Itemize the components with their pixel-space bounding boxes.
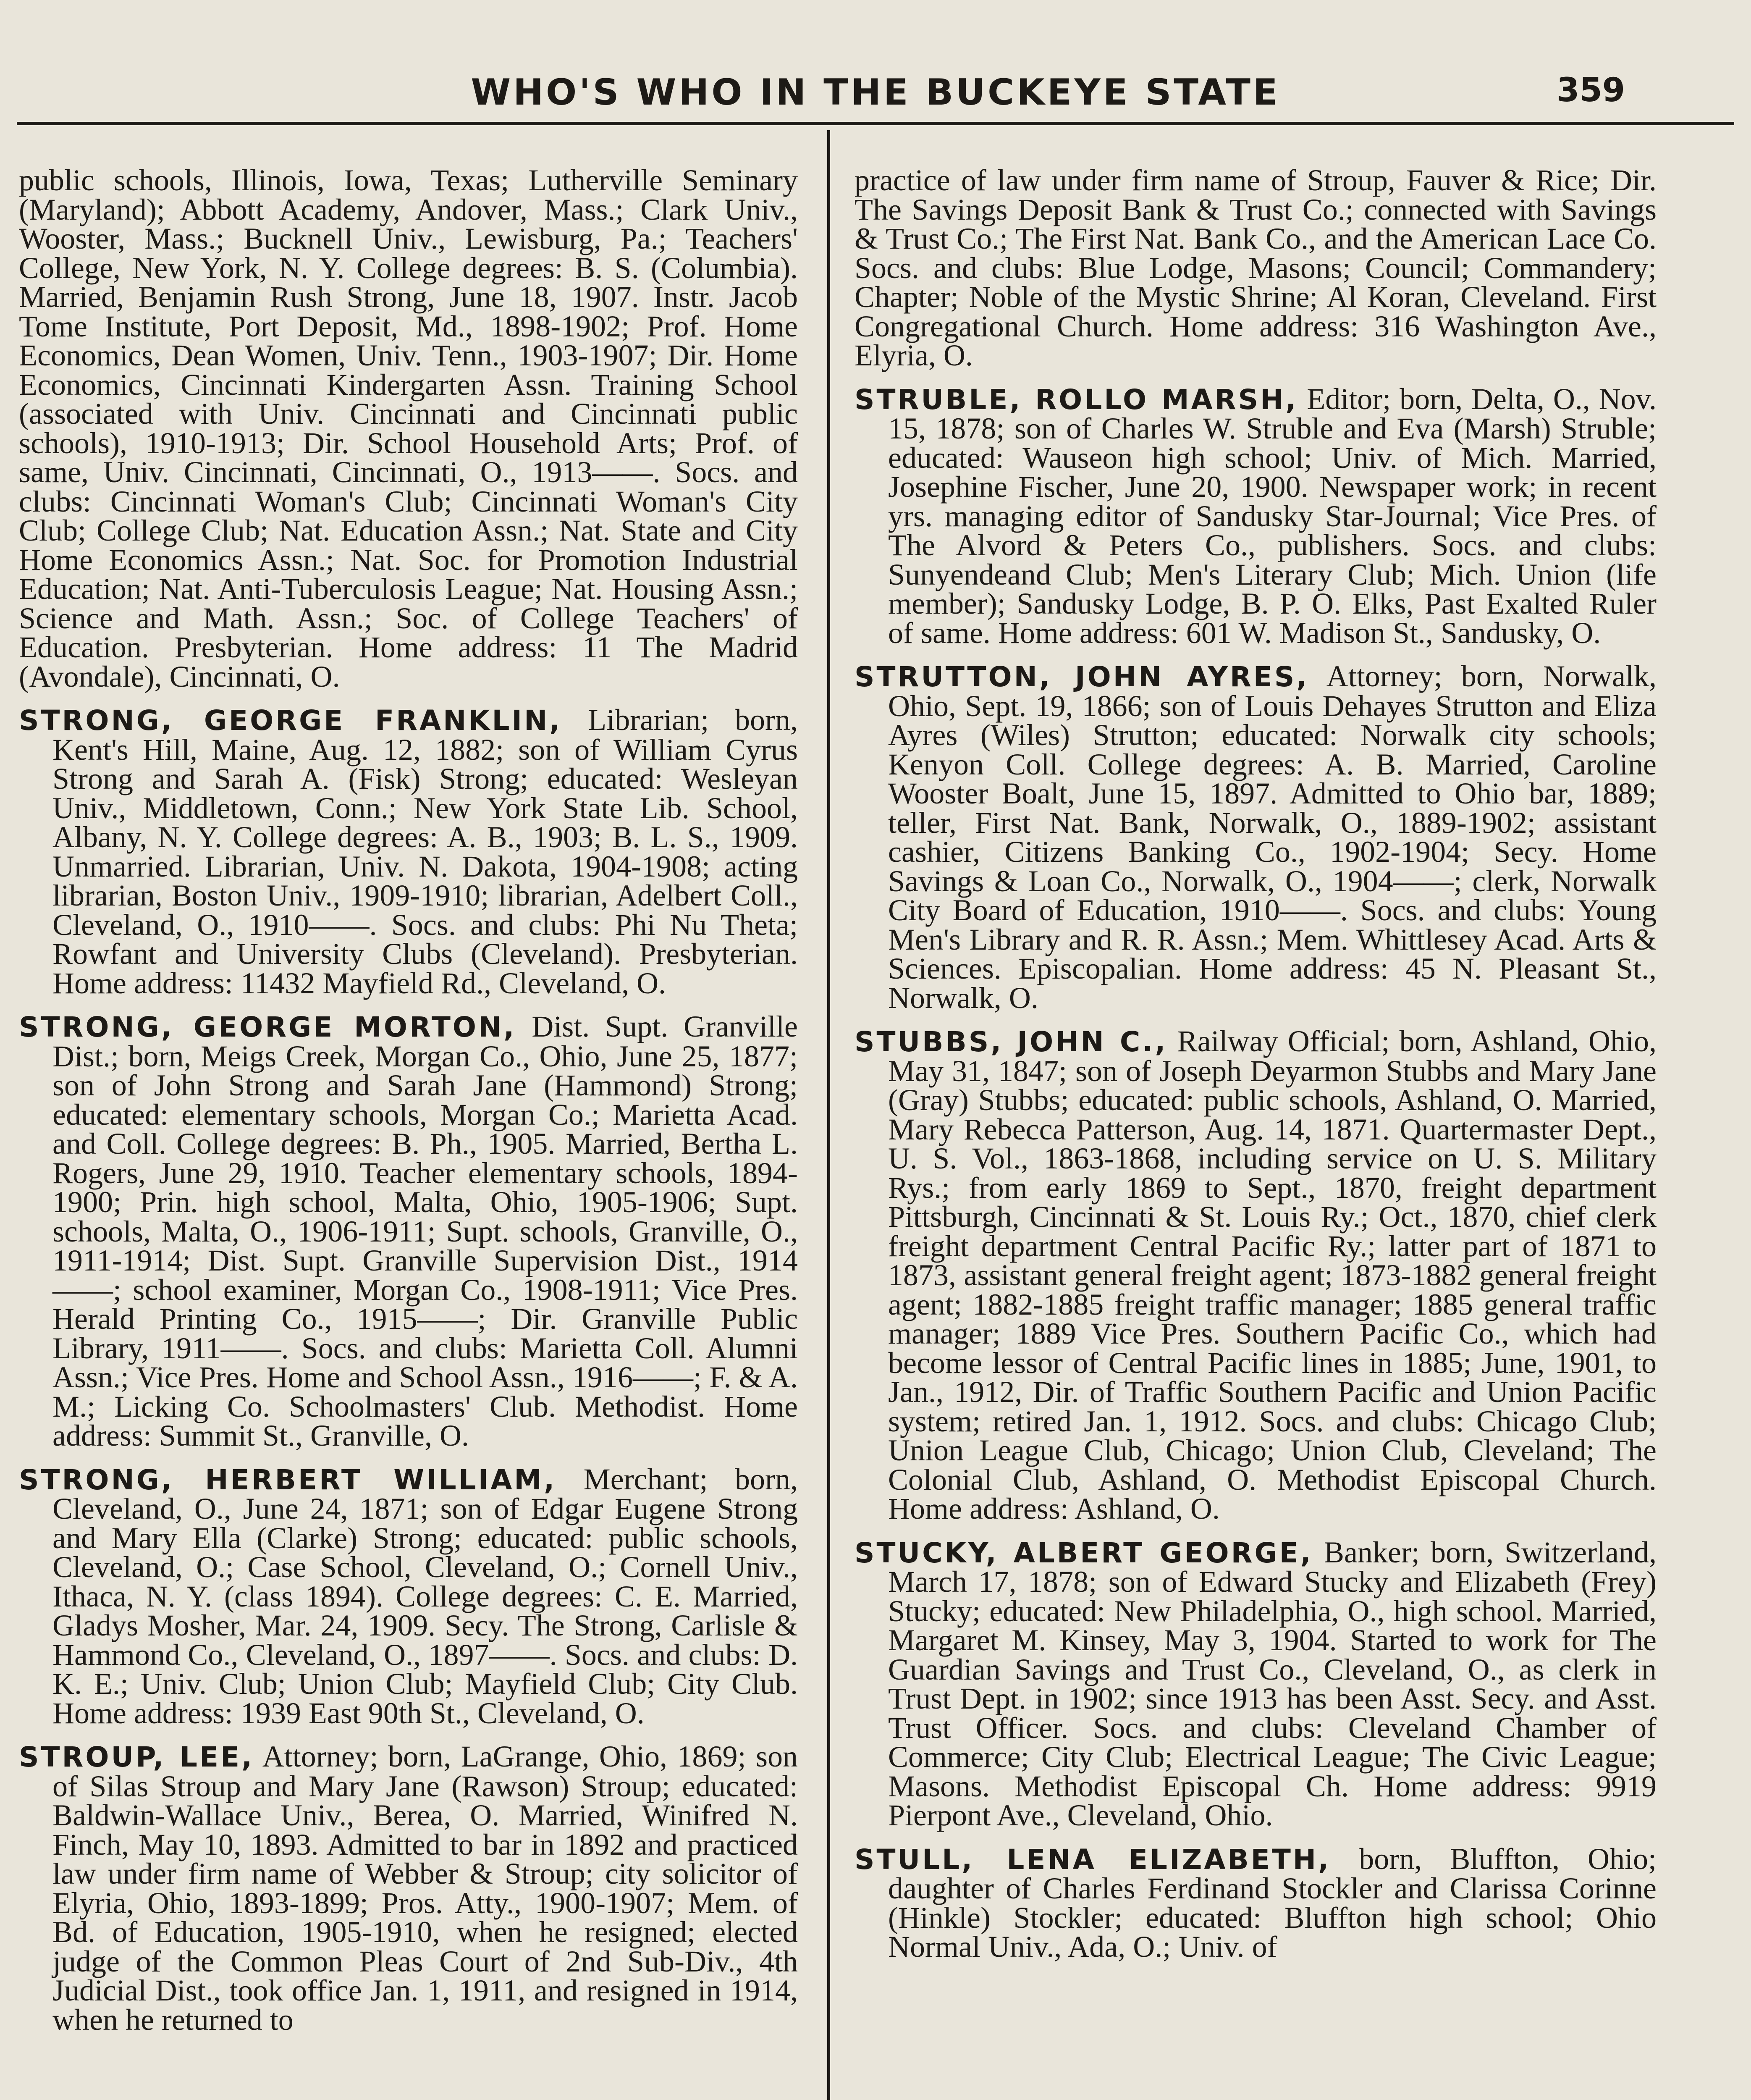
running-title: WHO'S WHO IN THE BUCKEYE STATE bbox=[471, 71, 1280, 113]
biography-entry bbox=[855, 1535, 1657, 1832]
page-header bbox=[0, 63, 1751, 126]
biography-entry bbox=[855, 382, 1657, 650]
biography-entry bbox=[855, 659, 1657, 1015]
continued-entry-text: public schools, Illinois, Iowa, Texas; Lutherville Seminary (Maryland); Abbott Academy, Andover, Mass.; Clark Univ., Wooster, Mass.; Bucknell Univ., Lewisburg, Pa.; Teachers' College, New York, N. Y. College degrees: B. S. (Columbia). Married, Benjamin Rush Strong, June 18, 1907. Instr. Jacob Tome Institute, Port Deposit, Md., 1898-1902; Prof. Home Economics, Dean Women, Univ. Tenn., 1903-1907; Dir. Home Economics, Cincinnati Kindergarten Assn. Training School (associated with Univ. Cincinnati and Cincinnati public schools), 1910-1913; Dir. School Household Arts; Prof. of same, Univ. Cincinnati, Cincinnati, O., 1913——. Socs. and clubs: Cincinnati Woman's Club; Cincinnati Woman's City Club; College Club; Nat. Education Assn.; Nat. State and City Home Economics Assn.; Nat. Soc. for Promotion Industrial Education; Nat. Anti-Tuberculosis League; Nat. Housing Assn.; Science and Math. Assn.; Soc. of College Teachers' of Education. Presbyterian. Home address: 11 The Madrid (Avondale), Cincinnati, O. bbox=[19, 166, 798, 693]
entry-text: Railway Official; born, Ashland, Ohio, May 31, 1847; son of Joseph Deyarmon Stubbs and Mary Jane (Gray) Stubbs; educated: public schools, Ashland, O. Married, Mary Rebecca Patterson, Aug. 14, 1871. Quartermaster Dept., U. S. Vol., 1863-1868, including service on U. S. Military Rys.; from early 1869 to Sept., 1870, freight department Pittsburgh, Cincinnati & St. Louis Ry.; Oct., 1870, chief clerk freight department Central Pacific Ry.; latter part of 1871 to 1873, assistant general freight agent; 1873-1882 general freight agent; 1882-1885 freight traffic manager; 1885 general traffic manager; 1889 Vice Pres. Southern Pacific Co., which had become lessor of Central Pacific lines in 1885; June, 1901, to Jan., 1912, Dir. of Traffic Southern Pacific and Union Pacific system; retired Jan. 1, 1912. Socs. and clubs: Chicago Club; Union League Club, Chicago; Union Club, Cleveland; The Colonial Club, Ashland, O. Methodist Episcopal Church. Home address: Ashland, O. bbox=[888, 1024, 1657, 1525]
entry-name: STULL, LENA ELIZABETH, bbox=[855, 1843, 1331, 1876]
entry-name: STUCKY, ALBERT GEORGE, bbox=[855, 1536, 1313, 1569]
entry-name: STRONG, GEORGE MORTON, bbox=[19, 1011, 516, 1043]
entry-name: STUBBS, JOHN C., bbox=[855, 1026, 1168, 1058]
entry-text: born, Bluffton, Ohio; daughter of Charles Ferdinand Stockler and Clarissa Corinne (Hinkle) Stockler; educated: Bluffton high school; Ohio Normal Univ., Ada, O.; Univ. of bbox=[888, 1842, 1657, 1964]
biography-entry bbox=[19, 703, 798, 1000]
entry-text: Attorney; born, LaGrange, Ohio, 1869; son of Silas Stroup and Mary Jane (Rawson) Stroup; educated: Baldwin-Wallace Univ., Berea, O. Married, Winifred N. Finch, May 10, 1893. Admitted to bar in 1892 and practiced law under firm name of Webber & Stroup; city solicitor of Elyria, Ohio, 1893-1899; Pros. Atty., 1900-1907; Mem. of Bd. of Education, 1905-1910, when he resigned; elected judge of the Common Pleas Court of 2nd Sub-Div., 4th Judicial Dist., took office Jan. 1, 1911, and resigned in 1914, when he returned to bbox=[52, 1740, 798, 2037]
biography-entry bbox=[19, 1740, 798, 2037]
entry-text: Editor; born, Delta, O., Nov. 15, 1878; son of Charles W. Struble and Eva (Marsh) Struble; educated: Wauseon high school; Univ. of Mich. Married, Josephine Fischer, June 20, 1900. Newspaper work; in recent yrs. managing editor of Sandusky Star-Journal; Vice Pres. of The Alvord & Peters Co., publishers. Socs. and clubs: Sunyendeand Club; Men's Literary Club; Mich. Union (life member); Sandusky Lodge, B. P. O. Elks, Past Exalted Ruler of same. Home address: 601 W. Madison St., Sandusky, O. bbox=[888, 382, 1657, 650]
entry-text: Attorney; born, Norwalk, Ohio, Sept. 19, 1866; son of Louis Dehayes Strutton and Eliza Ayres (Wiles) Strutton; educated: Norwalk city schools; Kenyon Coll. College degrees: A. B. Married, Caroline Wooster Boalt, June 15, 1897. Admitted to Ohio bar, 1889; teller, First Nat. Bank, Norwalk, O., 1889-1902; assistant cashier, Citizens Banking Co., 1902-1904; Secy. Home Savings & Loan Co., Norwalk, O., 1904——; clerk, Norwalk City Board of Education, 1910——. Socs. and clubs: Young Men's Library and R. R. Assn.; Mem. Whittlesey Acad. Arts & Sciences. Episcopalian. Home address: 45 N. Pleasant St., Norwalk, O. bbox=[888, 659, 1657, 1015]
right-column bbox=[855, 166, 1657, 2100]
entry-name: STRONG, GEORGE FRANKLIN, bbox=[19, 704, 562, 737]
column-divider bbox=[827, 130, 830, 2100]
biography-entry bbox=[19, 1462, 798, 1730]
entry-text: Dist. Supt. Granville Dist.; born, Meigs Creek, Morgan Co., Ohio, June 25, 1877; son of John Strong and Sarah Jane (Hammond) Strong; educated: elementary schools, Morgan Co.; Marietta Acad. and Coll. College degrees: B. Ph., 1905. Married, Bertha L. Rogers, June 29, 1910. Teacher elementary schools, 1894-1900; Prin. high school, Malta, Ohio, 1905-1906; Supt. schools, Malta, O., 1906-1911; Supt. schools, Granville, O., 1911-1914; Dist. Supt. Granville Supervision Dist., 1914——; school examiner, Morgan Co., 1908-1911; Vice Pres. Herald Printing Co., 1915——; Dir. Granville Public Library, 1911——. Socs. and clubs: Marietta Coll. Alumni Assn.; Vice Pres. Home and School Assn., 1916——; F. & A. M.; Licking Co. Schoolmasters' Club. Methodist. Home address: Summit St., Granville, O. bbox=[52, 1010, 798, 1452]
page-number: 359 bbox=[1557, 71, 1625, 109]
biography-entry bbox=[855, 1024, 1657, 1525]
entry-name: STRONG, HERBERT WILLIAM, bbox=[19, 1463, 557, 1496]
biography-entry bbox=[855, 1842, 1657, 1964]
header-rule bbox=[17, 122, 1734, 125]
left-column bbox=[19, 166, 798, 2100]
entry-text: Librarian; born, Kent's Hill, Maine, Aug. 12, 1882; son of William Cyrus Strong and Sarah A. (Fisk) Strong; educated: Wesleyan Univ., Middletown, Conn.; New York State Lib. School, Albany, N. Y. College degrees: A. B., 1903; B. L. S., 1909. Unmarried. Librarian, Univ. N. Dakota, 1904-1908; acting librarian, Boston Univ., 1909-1910; librarian, Adelbert Coll., Cleveland, O., 1910——. Socs. and clubs: Phi Nu Theta; Rowfant and University Clubs (Cleveland). Presbyterian. Home address: 11432 Mayfield Rd., Cleveland, O. bbox=[52, 703, 798, 1000]
entry-text: Merchant; born, Cleveland, O., June 24, 1871; son of Edgar Eugene Strong and Mary Ella (Clarke) Strong; educated: public schools, Cleveland, O.; Case School, Cleveland, O.; Cornell Univ., Ithaca, N. Y. (class 1894). College degrees: C. E. Married, Gladys Mosher, Mar. 24, 1909. Secy. The Strong, Carlisle & Hammond Co., Cleveland, O., 1897——. Socs. and clubs: D. K. E.; Univ. Club; Union Club; Mayfield Club; City Club. Home address: 1939 East 90th St., Cleveland, O. bbox=[52, 1462, 798, 1730]
continued-entry-text: practice of law under firm name of Stroup, Fauver & Rice; Dir. The Savings Deposit Bank & Trust Co.; connected with Savings & Trust Co.; The First Nat. Bank Co., and the American Lace Co. Socs. and clubs: Blue Lodge, Masons; Council; Commandery; Chapter; Noble of the Mystic Shrine; Al Koran, Cleveland. First Congregational Church. Home address: 316 Washington Ave., Elyria, O. bbox=[855, 166, 1657, 372]
entry-name: STRUBLE, ROLLO MARSH, bbox=[855, 383, 1298, 416]
biography-entry bbox=[19, 1012, 798, 1451]
entry-name: STROUP, LEE, bbox=[19, 1741, 254, 1773]
entry-text: Banker; born, Switzerland, March 17, 1878; son of Edward Stucky and Elizabeth (Frey) Stucky; educated: New Philadelphia, O., high school. Married, Margaret M. Kinsey, May 3, 1904. Started to work for The Guardian Savings and Trust Co., Cleveland, O., as clerk in Trust Dept. in 1902; since 1913 has been Asst. Secy. and Asst. Trust Officer. Socs. and clubs: Cleveland Chamber of Commerce; City Club; Electrical League; The Civic League; Masons. Methodist Episcopal Ch. Home address: 9919 Pierpont Ave., Cleveland, Ohio. bbox=[888, 1535, 1657, 1832]
entry-name: STRUTTON, JOHN AYRES, bbox=[855, 661, 1309, 693]
